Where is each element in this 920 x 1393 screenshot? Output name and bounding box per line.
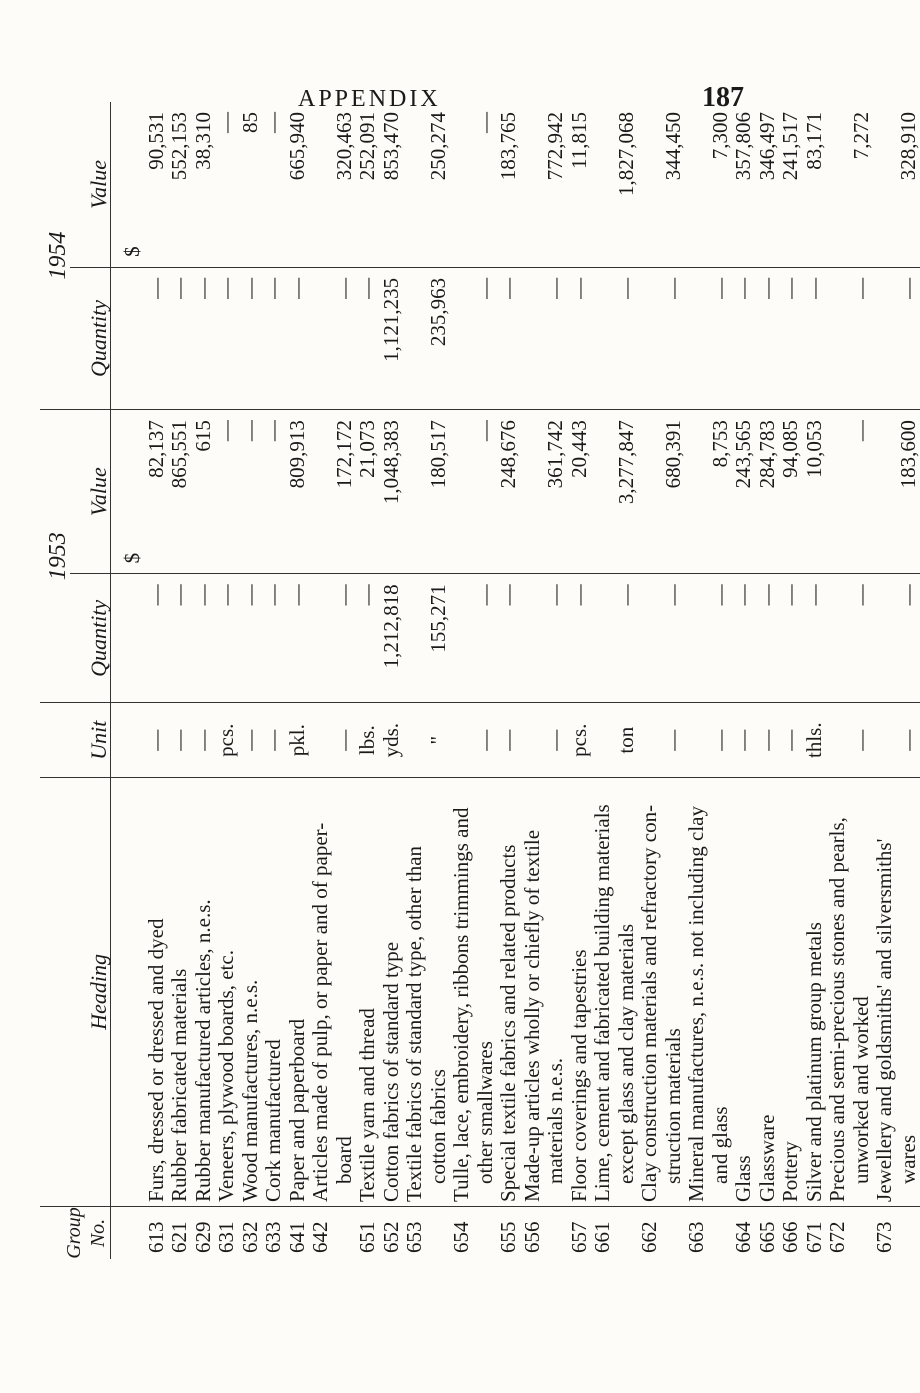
group-cell: 642 [308,1221,332,1253]
heading-cell: Precious and semi-precious stones and pearls, [826,777,850,1206]
heading-cell: Pottery [779,777,803,1206]
unit-cell: — [544,703,568,777]
heading-cell: Glassware [756,777,780,1206]
value-1953-cell: 20,443 [568,410,592,574]
value-1953-cell [521,410,545,574]
table-row [568,102,592,1259]
group-cell [709,1206,733,1259]
quantity-1953-cell: — [709,574,733,703]
heading-cell: Cotton fabrics of standard type [380,777,404,1206]
value-1953-cell: 865,551 [168,410,192,574]
unit-cell: — [474,703,498,777]
value-1954-cell: 328,910 [897,102,920,267]
currency-1954: $ [111,102,145,267]
value-1954-header: Value [70,102,111,267]
group-cell: 662 [637,1221,661,1253]
quantity-1953-cell [591,574,615,703]
group-cell: 657 [566,1221,591,1253]
quantity-1953-cell: — [474,574,498,703]
table-row [850,102,874,1259]
value-1953-cell: 243,565 [732,410,756,574]
quantity-1953-cell: — [168,574,192,703]
heading-cell: Lime, cement and fabricated building materials [591,777,615,1206]
value-1953-cell [450,410,474,574]
value-1953-cell: 615 [192,410,216,574]
quantity-1954-cell [638,267,662,409]
quantity-1954-cell: — [286,267,310,409]
unit-cell [685,703,709,777]
table-row [638,102,662,1259]
heading-cell: other smallwares [474,777,498,1206]
value-1953-cell: 284,783 [756,410,780,574]
value-1953-cell: — [474,410,498,574]
quantity-1954-cell [873,267,897,409]
trade-table [40,102,920,1259]
heading-cell: Textile fabrics of standard type, other than [403,777,427,1206]
value-1954-cell: 1,827,068 [615,102,639,267]
quantity-1953-cell [638,574,662,703]
year-header-row [40,102,70,1259]
value-1954-cell [873,102,897,267]
unit-cell: — [145,703,169,777]
value-1954-cell: 853,470 [380,102,404,267]
table-row [591,102,615,1259]
table-row [192,102,216,1259]
group-cell: 672 [825,1221,849,1253]
group-cell: 656 [519,1221,544,1253]
quantity-1954-cell: — [544,267,568,409]
unit-cell: pcs. [215,703,239,777]
quantity-1953-cell: — [897,574,920,703]
heading-cell: Special textile fabrics and related products [497,777,521,1206]
value-1954-cell: 252,091 [356,102,380,267]
unit-cell [591,703,615,777]
value-1953-cell: — [850,410,874,574]
table-body [111,102,920,1259]
rotated-table-container [40,102,920,1259]
quantity-1953-cell: — [615,574,639,703]
quantity-1954-cell: — [756,267,780,409]
value-1954-cell: 7,272 [850,102,874,267]
table-row [521,102,545,1259]
heading-cell: unworked and worked [850,777,874,1206]
group-cell [544,1206,568,1259]
quantity-1953-cell [873,574,897,703]
group-cell: 666 [778,1221,802,1253]
unit-cell: — [497,703,521,777]
unit-cell: — [168,703,192,777]
value-1954-cell: 183,765 [497,102,521,267]
unit-cell [638,703,662,777]
table-row [333,102,357,1259]
quantity-1954-cell [685,267,709,409]
quantity-1953-cell [521,574,545,703]
heading-cell: Glass [732,777,756,1206]
unit-cell: — [756,703,780,777]
heading-cell: Jewellery and goldsmiths' and silversmiths' [873,777,897,1206]
unit-cell: — [239,703,263,777]
quantity-1953-cell: — [803,574,827,703]
value-1954-cell [309,102,333,267]
heading-cell: Veneers, plywood boards, etc. [215,777,239,1206]
quantity-1953-cell: — [262,574,286,703]
heading-cell: Mineral manufactures, n.e.s. not including clay [685,777,709,1206]
quantity-1954-cell: — [168,267,192,409]
unit-cell: — [709,703,733,777]
page-number: 187 [702,82,744,113]
group-cell [662,1206,686,1259]
quantity-1953-cell: 155,271 [427,574,451,703]
quantity-1954-cell [403,267,427,409]
table-row [309,102,333,1259]
quantity-1953-cell: — [662,574,686,703]
value-1953-cell [309,410,333,574]
quantity-1954-cell: — [356,267,380,409]
quantity-1953-cell: — [497,574,521,703]
unit-cell [826,703,850,777]
value-1954-cell: 665,940 [286,102,310,267]
group-cell: 653 [402,1221,426,1253]
value-1954-cell [638,102,662,267]
quantity-1954-cell: — [709,267,733,409]
value-1953-cell [685,410,709,574]
quantity-1953-cell: — [333,574,357,703]
table-row [497,102,521,1259]
quantity-1953-cell: — [286,574,310,703]
heading-cell: Wood manufactures, n.e.s. [239,777,263,1206]
value-1953-cell: 8,753 [709,410,733,574]
value-1954-cell [521,102,545,267]
heading-cell: materials n.e.s. [544,777,568,1206]
unit-col-header: Unit [40,703,111,777]
unit-cell: — [262,703,286,777]
heading-cell: Textile yarn and thread [356,777,380,1206]
heading-cell: and glass [709,777,733,1206]
value-1953-cell: 1,048,383 [380,410,404,574]
unit-cell: — [850,703,874,777]
heading-cell: Articles made of pulp, or paper and of paper- [309,777,333,1206]
quantity-1954-cell: — [568,267,592,409]
unit-cell: " [427,703,451,777]
table-row [709,102,733,1259]
quantity-1953-cell: — [568,574,592,703]
quantity-1954-cell: — [474,267,498,409]
value-1953-cell: — [215,410,239,574]
unit-cell: yds. [380,703,404,777]
quantity-1953-cell: 1,212,818 [380,574,404,703]
group-cell: 665 [754,1221,779,1253]
quantity-1953-cell: — [756,574,780,703]
value-1954-cell: 83,171 [803,102,827,267]
quantity-1953-cell: — [239,574,263,703]
heading-cell: cotton fabrics [427,777,451,1206]
quantity-1954-cell: 1,121,235 [380,267,404,409]
table-row [286,102,310,1259]
quantity-1954-cell: — [732,267,756,409]
quantity-1954-cell: — [145,267,169,409]
quantity-1954-header: Quantity [70,267,111,409]
heading-cell: Rubber fabricated materials [168,777,192,1206]
heading-cell: wares [897,777,920,1206]
quantity-1953-cell: — [356,574,380,703]
group-cell [427,1206,451,1259]
unit-cell: pcs. [568,703,592,777]
quantity-1954-cell [450,267,474,409]
value-1953-cell: 82,137 [145,410,169,574]
group-cell [897,1206,920,1259]
quantity-1953-cell: — [732,574,756,703]
group-cell [474,1206,498,1259]
value-1953-cell: 809,913 [286,410,310,574]
group-cell: 632 [237,1221,262,1253]
value-1954-cell: 11,815 [568,102,592,267]
group-cell: 651 [355,1221,379,1253]
quantity-1954-cell: — [333,267,357,409]
quantity-1953-cell [309,574,333,703]
value-1953-cell: — [262,410,286,574]
quantity-1953-cell: — [544,574,568,703]
quantity-1954-cell: — [850,267,874,409]
table-row [615,102,639,1259]
group-cell [850,1206,874,1259]
value-1953-cell: 180,517 [427,410,451,574]
heading-cell: Clay construction materials and refractory con- [638,777,662,1206]
quantity-1954-cell: — [803,267,827,409]
table-row [779,102,803,1259]
unit-cell [309,703,333,777]
quantity-1953-cell [450,574,474,703]
quantity-1954-cell [521,267,545,409]
value-1954-cell: 7,300 [709,102,733,267]
value-1953-cell: 10,053 [803,410,827,574]
unit-cell [450,703,474,777]
value-1954-cell [591,102,615,267]
table-row [215,102,239,1259]
quantity-1954-cell [826,267,850,409]
group-cell: 655 [496,1221,520,1253]
value-1953-cell: 183,600 [897,410,920,574]
unit-cell: — [897,703,920,777]
quantity-1954-cell: — [615,267,639,409]
currency-row [111,102,145,1259]
quantity-1954-cell: — [239,267,263,409]
table-row [803,102,827,1259]
table-row [380,102,404,1259]
table-row [756,102,780,1259]
quantity-1953-cell: — [215,574,239,703]
value-1953-cell [591,410,615,574]
value-1954-cell [403,102,427,267]
table-row [427,102,451,1259]
table-row [239,102,263,1259]
group-cell: 663 [684,1221,708,1253]
quantity-1953-cell: — [145,574,169,703]
quantity-1954-cell: — [192,267,216,409]
group-cell: 654 [449,1221,473,1253]
table-row [897,102,920,1259]
group-cell: 613 [143,1221,168,1253]
value-1954-cell: — [474,102,498,267]
quantity-1954-cell: — [662,267,686,409]
unit-cell: — [192,703,216,777]
unit-cell: — [779,703,803,777]
value-1953-cell: 248,676 [497,410,521,574]
value-1953-cell [873,410,897,574]
table-row [474,102,498,1259]
value-1954-cell: 38,310 [192,102,216,267]
group-cell: 633 [261,1221,285,1253]
unit-cell [403,703,427,777]
quantity-1953-header: Quantity [70,574,111,703]
group-cell [615,1206,639,1259]
heading-cell: Silver and platinum group metals [803,777,827,1206]
unit-cell: lbs. [356,703,380,777]
value-1953-cell: 21,073 [356,410,380,574]
heading-cell: Cork manufactured [262,777,286,1206]
quantity-1953-cell [826,574,850,703]
value-1954-cell [826,102,850,267]
table-row [685,102,709,1259]
quantity-1954-cell: — [779,267,803,409]
group-cell: 641 [284,1221,309,1253]
value-1954-cell [450,102,474,267]
table-row [826,102,850,1259]
value-1953-cell: 3,277,847 [615,410,639,574]
quantity-1953-cell [403,574,427,703]
heading-cell: except glass and clay materials [615,777,639,1206]
running-head: APPENDIX [298,86,441,112]
table-row [662,102,686,1259]
group-cell: 652 [378,1221,403,1253]
currency-1953: $ [111,410,145,574]
unit-cell [873,703,897,777]
quantity-1954-cell: — [497,267,521,409]
value-1953-cell: 172,172 [333,410,357,574]
value-1954-cell: — [215,102,239,267]
quantity-1954-cell [591,267,615,409]
heading-cell: Rubber manufactured articles, n.e.s. [192,777,216,1206]
value-1954-cell: 320,463 [333,102,357,267]
unit-cell: ton [615,703,639,777]
quantity-1953-cell: — [850,574,874,703]
heading-cell: Tulle, lace, embroidery, ribbons trimmings and [450,777,474,1206]
value-1953-cell [403,410,427,574]
value-1954-cell: 241,517 [779,102,803,267]
value-1954-cell: 90,531 [145,102,169,267]
quantity-1953-cell: — [779,574,803,703]
quantity-1954-cell: 235,963 [427,267,451,409]
table-row [873,102,897,1259]
quantity-1954-cell: — [215,267,239,409]
unit-cell: thls. [803,703,827,777]
group-cell: 621 [167,1221,191,1253]
table-row [450,102,474,1259]
table-row [544,102,568,1259]
value-1953-cell: 680,391 [662,410,686,574]
heading-cell: Made-up articles wholly or chiefly of textile [521,777,545,1206]
heading-cell: Paper and paperboard [286,777,310,1206]
unit-cell: — [662,703,686,777]
group-cell: 629 [190,1221,215,1253]
year-1953-header: 1953 [40,410,70,703]
table-row [145,102,169,1259]
value-1954-cell: 346,497 [756,102,780,267]
heading-cell: struction materials [662,777,686,1206]
value-1953-cell: — [239,410,263,574]
value-1953-cell: 94,085 [779,410,803,574]
quantity-1954-cell: — [897,267,920,409]
group-cell: 664 [731,1221,755,1253]
value-1954-cell: 85 [239,102,263,267]
heading-cell: board [333,777,357,1206]
table-row [356,102,380,1259]
unit-cell: — [732,703,756,777]
group-cell: 661 [590,1221,614,1253]
quantity-1953-cell [685,574,709,703]
value-1953-cell: 361,742 [544,410,568,574]
value-1954-cell: 552,153 [168,102,192,267]
table-row [262,102,286,1259]
group-cell [333,1206,357,1259]
value-1954-cell: — [262,102,286,267]
heading-cell: Furs, dressed or dressed and dyed [145,777,169,1206]
table-row [403,102,427,1259]
group-cell: 631 [214,1221,238,1253]
value-1954-cell: 250,274 [427,102,451,267]
quantity-1954-cell [309,267,333,409]
value-1953-cell [638,410,662,574]
year-1954-header: 1954 [40,102,70,410]
unit-cell [521,703,545,777]
group-cell: 673 [872,1221,896,1253]
value-1954-cell: 344,450 [662,102,686,267]
table-row [168,102,192,1259]
value-1953-header: Value [70,410,111,574]
value-1953-cell [826,410,850,574]
heading-cell: Floor coverings and tapestries [568,777,592,1206]
heading-col-header: Heading [40,777,111,1206]
group-col-header: Group No. [40,1206,111,1259]
value-1954-cell [685,102,709,267]
unit-cell: pkl. [286,703,310,777]
value-1954-cell: 357,806 [732,102,756,267]
unit-cell: — [333,703,357,777]
table-row [732,102,756,1259]
value-1954-cell: 772,942 [544,102,568,267]
quantity-1954-cell: — [262,267,286,409]
group-cell: 671 [801,1221,826,1253]
quantity-1953-cell: — [192,574,216,703]
